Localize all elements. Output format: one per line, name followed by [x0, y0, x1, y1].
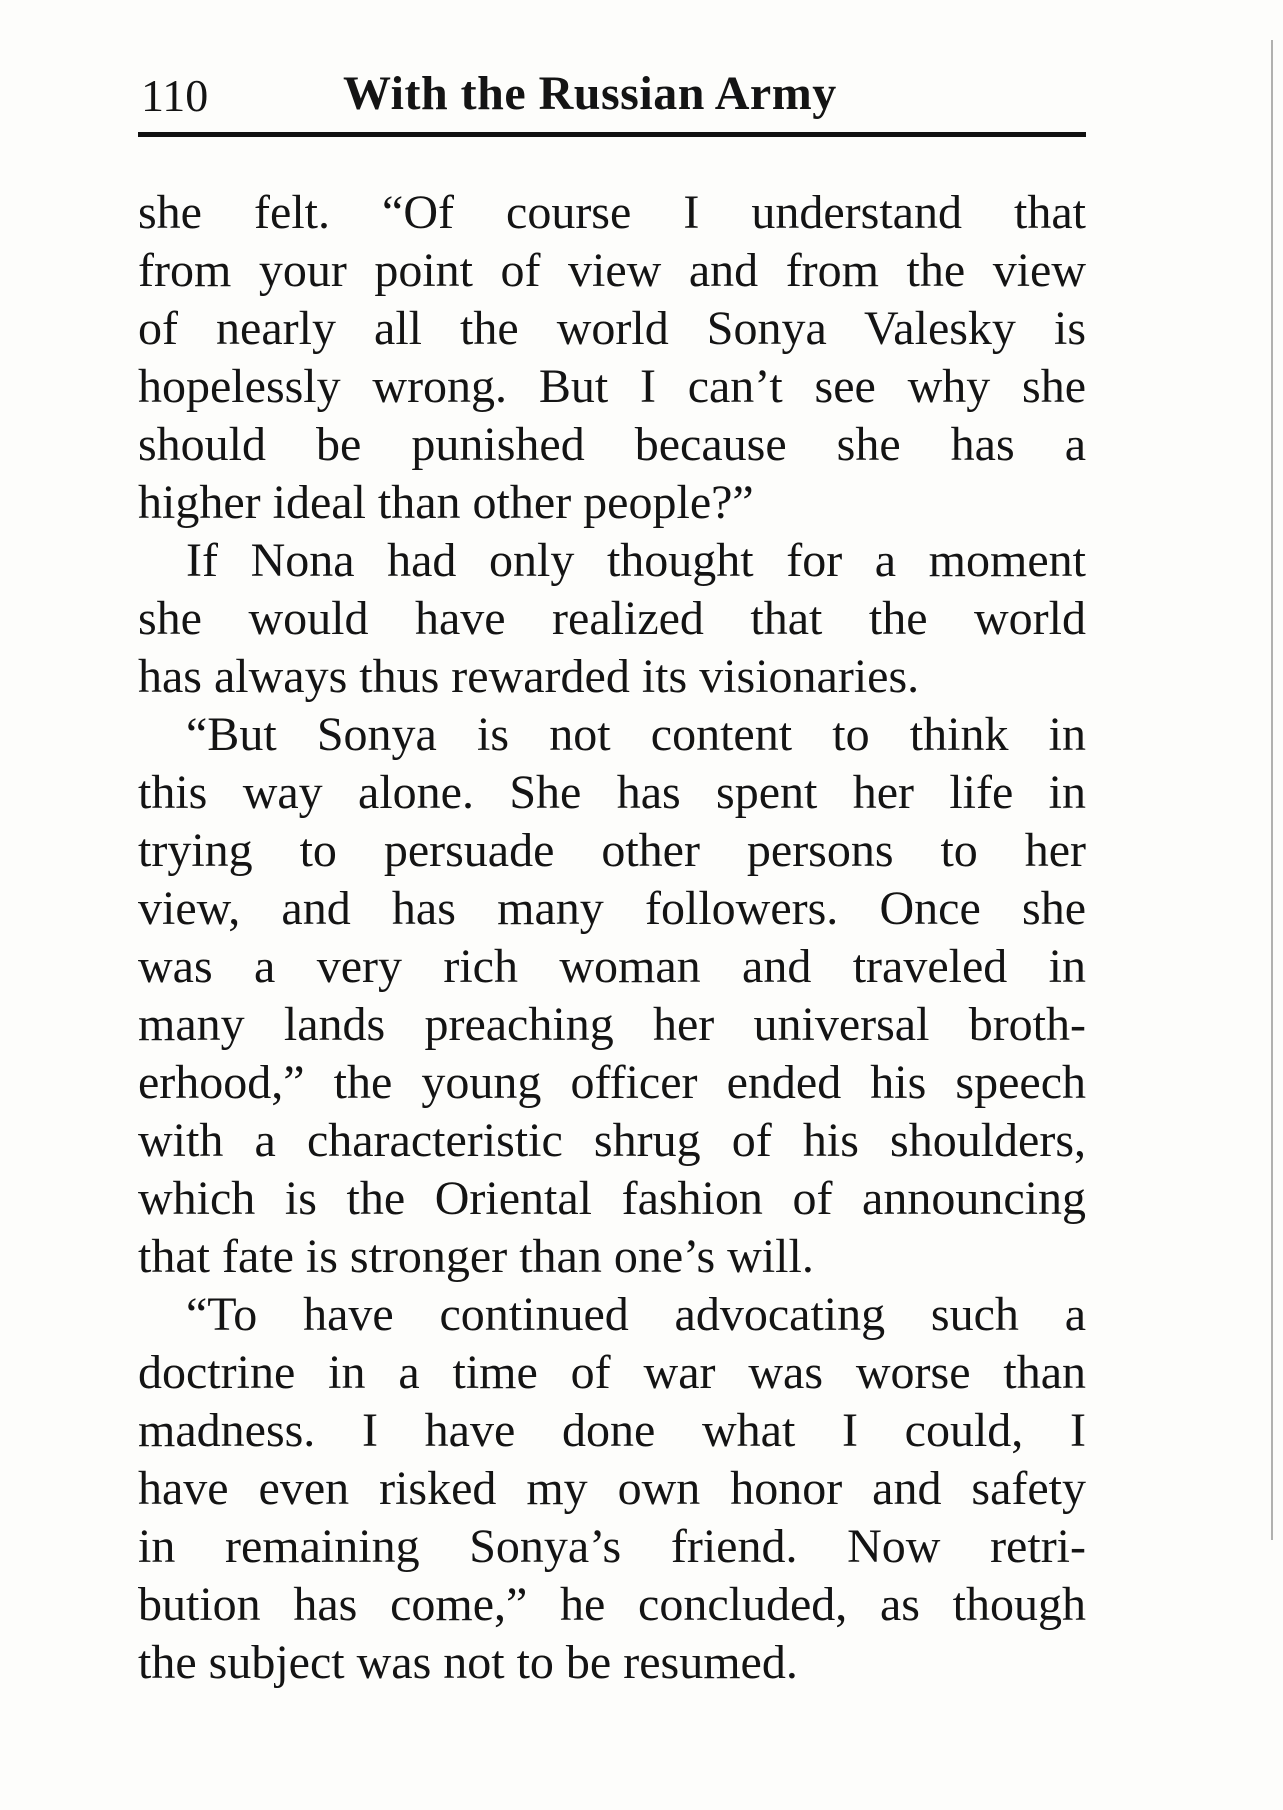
text-line: in remaining Sonya’s friend. Now retri-: [138, 1520, 1086, 1573]
text-line: bution has come,” he concluded, as though: [138, 1578, 1086, 1631]
running-title: With the Russian Army: [343, 67, 837, 120]
text-line: has always thus rewarded its visionaries.: [138, 650, 920, 703]
text-line: the subject was not to be resumed.: [138, 1636, 798, 1689]
text-line: from your point of view and from the view: [138, 244, 1086, 297]
text-line: with a characteristic shrug of his shoulders,: [138, 1114, 1086, 1167]
text-line: higher ideal than other people?”: [138, 476, 754, 529]
text-line: which is the Oriental fashion of announcing: [138, 1172, 1086, 1225]
text-line: have even risked my own honor and safety: [138, 1462, 1086, 1515]
text-line: she felt. “Of course I understand that: [138, 186, 1086, 239]
page-edge-mark: [1271, 40, 1273, 1540]
page-number: 110: [141, 70, 209, 121]
text-line: “But Sonya is not content to think in: [186, 708, 1086, 761]
text-line: this way alone. She has spent her life in: [138, 766, 1086, 819]
body-text: [138, 184, 1086, 1692]
text-line: trying to persuade other persons to her: [138, 824, 1086, 877]
text-line: of nearly all the world Sonya Valesky is: [138, 302, 1086, 355]
text-line: madness. I have done what I could, I: [138, 1404, 1086, 1457]
text-line: erhood,” the young officer ended his speech: [138, 1056, 1086, 1109]
text-line: view, and has many followers. Once she: [138, 882, 1086, 935]
text-line: doctrine in a time of war was worse than: [138, 1346, 1086, 1399]
text-line: hopelessly wrong. But I can’t see why she: [138, 360, 1086, 413]
text-line: If Nona had only thought for a moment: [186, 534, 1086, 587]
text-line: that fate is stronger than one’s will.: [138, 1230, 814, 1283]
page-header: [138, 62, 1086, 137]
text-line: was a very rich woman and traveled in: [138, 940, 1086, 993]
text-line: should be punished because she has a: [138, 418, 1086, 471]
text-line: “To have continued advocating such a: [186, 1288, 1086, 1341]
text-line: she would have realized that the world: [138, 592, 1086, 645]
text-line: many lands preaching her universal broth-: [138, 998, 1086, 1051]
